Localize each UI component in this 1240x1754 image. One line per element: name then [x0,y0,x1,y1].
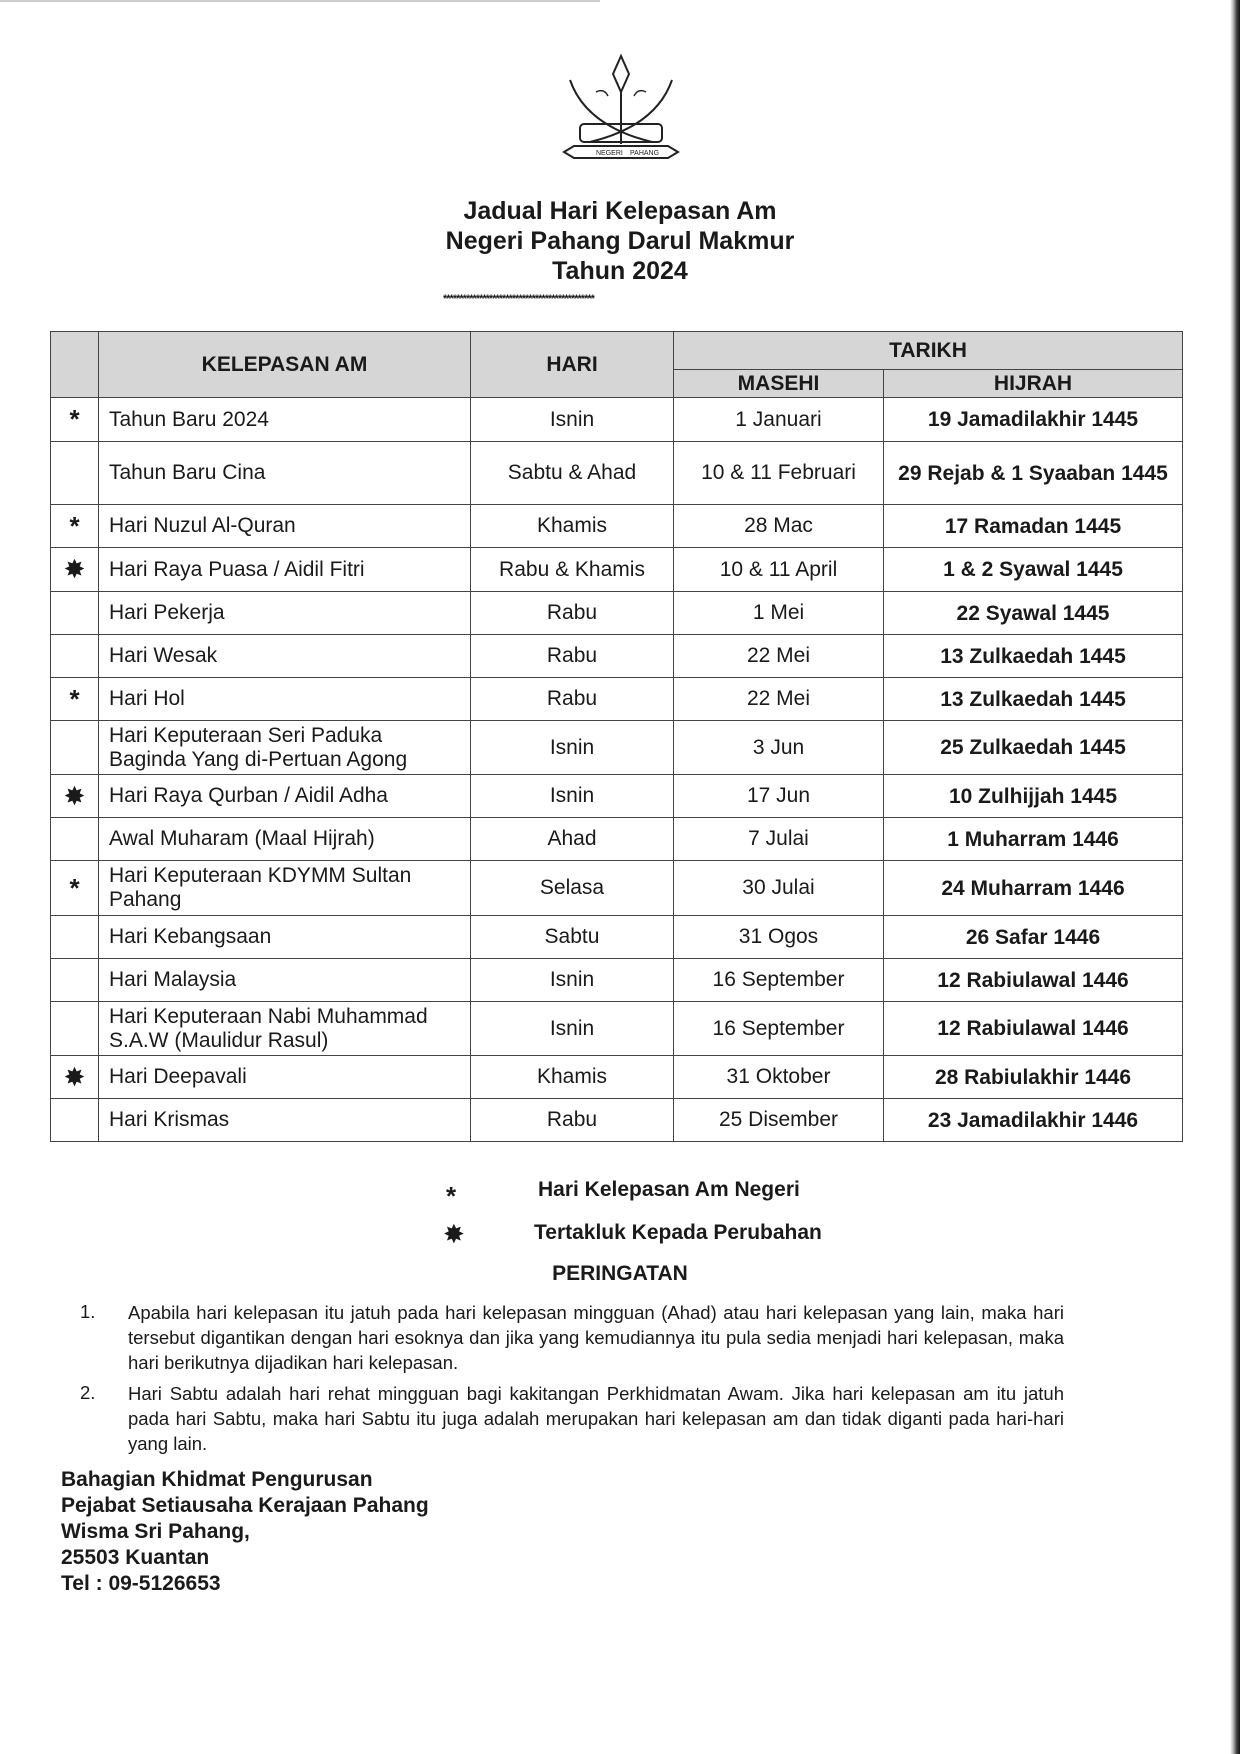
holiday-masehi-date: 10 & 11 April [674,548,884,592]
address-line: Pejabat Setiausaha Kerajaan Pahang [61,1494,429,1517]
note-text: Hari Sabtu adalah hari rehat mingguan bagi kakitangan Perkhidmatan Awam. Jika hari kelepasan am itu jatuh pada hari Sabtu, maka hari Sabtu itu juga adalah merupakan hari kelepasan am dan tidak diganti pada hari-hari yang lain. [128,1383,1064,1454]
state-holiday-marker [51,1099,99,1142]
holiday-day: Selasa [471,861,674,916]
holiday-masehi-date: 25 Disember [674,1099,884,1142]
legend-subject-symbol: ✸ [443,1219,465,1249]
table-row [51,1099,1183,1142]
holiday-name: Tahun Baru Cina [99,442,471,505]
holiday-masehi-date: 17 Jun [674,775,884,818]
holiday-name: Hari Kebangsaan [99,916,471,959]
document-title-line3: Tahun 2024 [552,257,688,285]
holiday-name: Hari Keputeraan KDYMM Sultan Pahang [99,861,471,916]
state-holiday-marker [51,635,99,678]
holiday-hijrah-date: 13 Zulkaedah 1445 [884,635,1183,678]
holiday-masehi-date: 7 Julai [674,818,884,861]
office-address [61,1467,429,1597]
holiday-masehi-date: 31 Ogos [674,916,884,959]
holiday-hijrah-date: 22 Syawal 1445 [884,592,1183,635]
header-hari: HARI [471,332,674,398]
header-masehi: MASEHI [674,370,884,398]
holiday-name: Hari Nuzul Al-Quran [99,505,471,548]
table-row [51,916,1183,959]
table-row [51,442,1183,505]
holiday-table [50,331,1183,1142]
holiday-day: Rabu [471,635,674,678]
holiday-name: Awal Muharam (Maal Hijrah) [99,818,471,861]
state-holiday-marker [51,442,99,505]
legend-state-symbol: * [446,1181,457,1211]
note-number: 2. [80,1382,96,1403]
subject-to-change-marker: ✸ [51,548,99,592]
holiday-masehi-date: 3 Jun [674,721,884,775]
holiday-name: Hari Keputeraan Seri Paduka Baginda Yang di-Pertuan Agong [99,721,471,775]
holiday-day: Rabu & Khamis [471,548,674,592]
holiday-day: Sabtu [471,916,674,959]
table-row [51,398,1183,442]
holiday-hijrah-date: 1 & 2 Syawal 1445 [884,548,1183,592]
state-holiday-marker [51,959,99,1002]
holiday-name: Hari Wesak [99,635,471,678]
table-row [51,678,1183,721]
address-line: Wisma Sri Pahang, [61,1520,250,1543]
holiday-day: Khamis [471,505,674,548]
note-text: Apabila hari kelepasan itu jatuh pada hari kelepasan mingguan (Ahad) atau hari kelepasan yang lain, maka hari tersebut digantikan dengan hari esoknya dan jika yang kemudiannya itu pula sedia menjadi hari kelepasan, maka hari berikutnya dijadikan hari kelepasan. [128,1302,1064,1373]
table-row [51,592,1183,635]
holiday-hijrah-date: 26 Safar 1446 [884,916,1183,959]
holiday-masehi-date: 16 September [674,959,884,1002]
table-row [51,861,1183,916]
holiday-name: Hari Hol [99,678,471,721]
holiday-day: Isnin [471,959,674,1002]
holiday-name: Hari Deepavali [99,1056,471,1099]
table-row [51,775,1183,818]
state-holiday-marker: * [51,398,99,442]
holiday-hijrah-date: 12 Rabiulawal 1446 [884,1002,1183,1056]
table-row [51,1056,1183,1099]
peringatan-heading: PERINGATAN [552,1262,688,1285]
holiday-day: Rabu [471,592,674,635]
holiday-hijrah-date: 28 Rabiulakhir 1446 [884,1056,1183,1099]
table-row [51,548,1183,592]
table-row [51,505,1183,548]
holiday-hijrah-date: 23 Jamadilakhir 1446 [884,1099,1183,1142]
holiday-hijrah-date: 29 Rejab & 1 Syaaban 1445 [884,442,1183,505]
holiday-day: Rabu [471,1099,674,1142]
holiday-name: Hari Keputeraan Nabi Muhammad S.A.W (Maulidur Rasul) [99,1002,471,1056]
holiday-day: Isnin [471,775,674,818]
holiday-hijrah-date: 25 Zulkaedah 1445 [884,721,1183,775]
holiday-name: Hari Raya Puasa / Aidil Fitri [99,548,471,592]
table-row [51,1002,1183,1056]
holiday-name: Hari Raya Qurban / Aidil Adha [99,775,471,818]
address-line: 25503 Kuantan [61,1546,210,1569]
document-title-line2: Negeri Pahang Darul Makmur [445,227,795,255]
holiday-masehi-date: 10 & 11 Februari [674,442,884,505]
state-holiday-marker [51,818,99,861]
header-hijrah: HIJRAH [884,370,1183,398]
pahang-state-crest-icon [556,52,686,172]
holiday-hijrah-date: 19 Jamadilakhir 1445 [884,398,1183,442]
state-holiday-marker: * [51,678,99,721]
holiday-day: Khamis [471,1056,674,1099]
legend-state-label: Hari Kelepasan Am Negeri [538,1178,800,1201]
holiday-hijrah-date: 13 Zulkaedah 1445 [884,678,1183,721]
holiday-masehi-date: 22 Mei [674,635,884,678]
header-mark-column [51,332,99,398]
subject-to-change-marker: ✸ [51,1056,99,1099]
holiday-masehi-date: 30 Julai [674,861,884,916]
holiday-hijrah-date: 10 Zulhijjah 1445 [884,775,1183,818]
holiday-hijrah-date: 17 Ramadan 1445 [884,505,1183,548]
header-kelepasan-am: KELEPASAN AM [99,332,471,398]
subject-to-change-marker: ✸ [51,775,99,818]
state-holiday-marker [51,721,99,775]
legend-subject-label: Tertakluk Kepada Perubahan [534,1221,822,1244]
holiday-masehi-date: 22 Mei [674,678,884,721]
table-row [51,818,1183,861]
address-line: Bahagian Khidmat Pengurusan [61,1468,373,1491]
holiday-day: Isnin [471,721,674,775]
title-star-divider: ********************************************** [443,293,594,305]
note-number: 1. [80,1301,96,1322]
holiday-masehi-date: 28 Mac [674,505,884,548]
holiday-day: Ahad [471,818,674,861]
holiday-hijrah-date: 12 Rabiulawal 1446 [884,959,1183,1002]
holiday-hijrah-date: 24 Muharram 1446 [884,861,1183,916]
holiday-hijrah-date: 1 Muharram 1446 [884,818,1183,861]
holiday-name: Hari Pekerja [99,592,471,635]
state-holiday-marker: * [51,861,99,916]
holiday-day: Isnin [471,398,674,442]
table-row [51,959,1183,1002]
svg-text:NEGERI: NEGERI [596,150,623,157]
holiday-masehi-date: 31 Oktober [674,1056,884,1099]
holiday-day: Rabu [471,678,674,721]
state-holiday-marker: * [51,505,99,548]
holiday-masehi-date: 1 Januari [674,398,884,442]
scan-top-line [0,0,600,2]
header-tarikh: TARIKH [674,332,1183,370]
holiday-name: Tahun Baru 2024 [99,398,471,442]
svg-text:PAHANG: PAHANG [630,150,660,157]
state-holiday-marker [51,592,99,635]
holiday-name: Hari Malaysia [99,959,471,1002]
state-holiday-marker [51,916,99,959]
address-phone: Tel : 09-5126653 [61,1572,221,1595]
table-row [51,721,1183,775]
holiday-day: Isnin [471,1002,674,1056]
holiday-masehi-date: 1 Mei [674,592,884,635]
document-title-line1: Jadual Hari Kelepasan Am [463,197,777,225]
holiday-name: Hari Krismas [99,1099,471,1142]
state-holiday-marker [51,1002,99,1056]
table-row [51,635,1183,678]
holiday-day: Sabtu & Ahad [471,442,674,505]
holiday-masehi-date: 16 September [674,1002,884,1056]
